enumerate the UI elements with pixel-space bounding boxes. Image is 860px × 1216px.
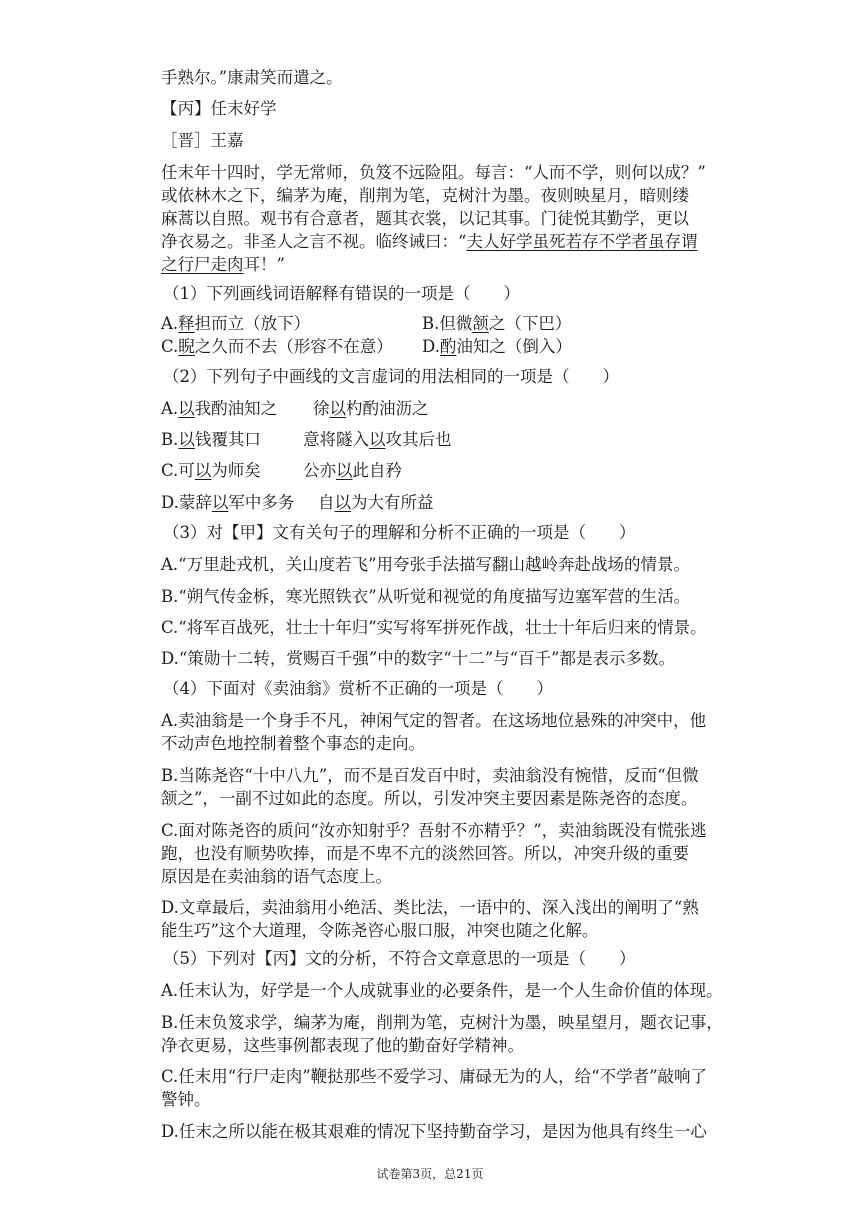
question-2-option-a: A.以我酌油知之 [161,399,278,418]
passage-bing-line-5: 之行尸走肉耳！” [161,255,285,274]
question-5-option-d-line-1: D.任末之所以能在极其艰难的情况下坚持勤奋学习，是因为他具有终生一心 [161,1122,707,1141]
question-1-option-c: C.睨之久而不去（形容不在意） [161,337,393,356]
underlined-sentence: 夫人好学虽死若存不学者虽存谓 [466,232,698,251]
question-2-stem: （2）下列句子中画线的文言虚词的用法相同的一项是（ ） [163,367,619,386]
question-3-option-d: D.“策勋十二转，赏赐百千强”中的数字“十二”与“百千”都是表示多数。 [161,649,675,668]
question-4-option-c-line-1: C.面对陈尧咨的质问“汝亦知射乎？吾射不亦精乎？”，卖油翁既没有慌张逃 [161,821,707,840]
question-4-option-b-line-2: 颔之”，一副不过如此的态度。所以，引发冲突主要因素是陈尧咨的态度。 [161,789,698,808]
question-4-option-a-line-1: A.卖油翁是一个身手不凡，神闲气定的智者。在这场地位悬殊的冲突中，他 [161,711,707,730]
question-2-option-c: C.可以为师矣 [161,461,261,480]
question-1-option-b: B.但微颔之（下巴） [422,314,572,333]
question-5-option-b-line-2: 净衣更易，这些事例都表现了他的勤奋好学精神。 [161,1036,524,1055]
question-4-option-c-line-3: 原因是在卖油翁的语气态度上。 [161,867,392,886]
passage-bing-line-2: 或依林木之下，编茅为庵，削荆为笔，克树汁为墨。夜则映星月，暗则缕 [161,186,689,205]
passage-bing-line-1: 任末年十四时，学无常师，负笈不远险阻。每言：“人而不学，则何以成？” [161,163,706,182]
question-5-option-b-line-1: B.任末负笈求学，编茅为庵，削荆为笔，克树汁为墨，映星望月，题衣记事， [161,1013,723,1032]
question-1-stem: （1）下列画线词语解释有错误的一项是（ ） [163,284,520,303]
question-4-option-c-line-2: 跑，也没有顺势吹捧，而是不卑不亢的淡然回答。所以，冲突升级的重要 [161,844,689,863]
question-4-option-d-line-1: D.文章最后，卖油翁用小绝活、类比法，一语中的、深入浅出的阐明了“熟 [161,898,699,917]
page-footer: 试卷第3页，总21页 [376,1167,484,1181]
question-1-option-d: D.酌油知之（倒入） [422,337,572,356]
question-4-option-b-line-1: B.当陈尧咨“十中八九”，而不是百发百中时，卖油翁没有惋惜，反而“但微 [161,766,699,785]
question-5-stem: （5）下列对【丙】文的分析，不符合文章意思的一项是（ ） [163,949,636,968]
question-4-option-a-line-2: 不动声色地控制着整个事态的走向。 [161,734,425,753]
question-5-option-c-line-1: C.任末用“行尸走肉”鞭挞那些不爱学习、庸碌无为的人，给“不学者”敲响了 [161,1067,708,1086]
question-3-option-a: A.“万里赴戎机，关山度若飞”用夸张手法描写翻山越岭奔赴战场的情景。 [161,555,691,574]
passage-bing-heading: 【丙】任末好学 [161,99,277,118]
question-5-option-a: A.任末认为，好学是一个人成就事业的必要条件，是一个人生命价值的体现。 [161,981,723,1000]
underlined-sentence: 之行尸走肉 [161,255,244,274]
passage-bing-line-3: 麻蒿以自照。观书有合意者，题其衣裳，以记其事。门徒悦其勤学，更以 [161,209,689,228]
question-2-option-b-pair: 意将隧入以攻其后也 [303,430,452,449]
question-1-option-a: A.释担而立（放下） [161,314,311,333]
question-5-option-c-line-2: 警钟。 [161,1090,211,1109]
question-2-option-d-pair: 自以为大有所益 [318,493,434,512]
question-4-option-d-line-2: 能生巧”这个大道理，令陈尧咨心服口服，冲突也随之化解。 [161,921,599,940]
question-3-option-b: B.“朔气传金柝，寒光照铁衣”从听觉和视觉的角度描写边塞军营的生活。 [161,587,691,606]
passage-bing-line-4: 净衣易之。非圣人之言不视。临终诫曰：“夫人好学虽死若存不学者虽存谓 [161,232,698,251]
passage-tail: 手熟尔。”康肃笑而遣之。 [161,68,343,87]
question-3-option-c: C.“将军百战死，壮士十年归”实写将军拼死作战，壮士十年后归来的情景。 [161,618,707,637]
question-2-option-a-pair: 徐以杓酌油沥之 [313,399,429,418]
question-2-option-d: D.蒙辞以军中多务 [161,493,295,512]
question-2-option-b: B.以钱覆其口 [161,430,261,449]
question-4-stem: （4）下面对《卖油翁》赏析不正确的一项是（ ） [163,679,553,698]
question-3-stem: （3）对【甲】文有关句子的理解和分析不正确的一项是（ ） [163,523,636,542]
passage-bing-author: ［晋］王嘉 [161,131,244,150]
question-2-option-c-pair: 公亦以此自矜 [303,461,402,480]
